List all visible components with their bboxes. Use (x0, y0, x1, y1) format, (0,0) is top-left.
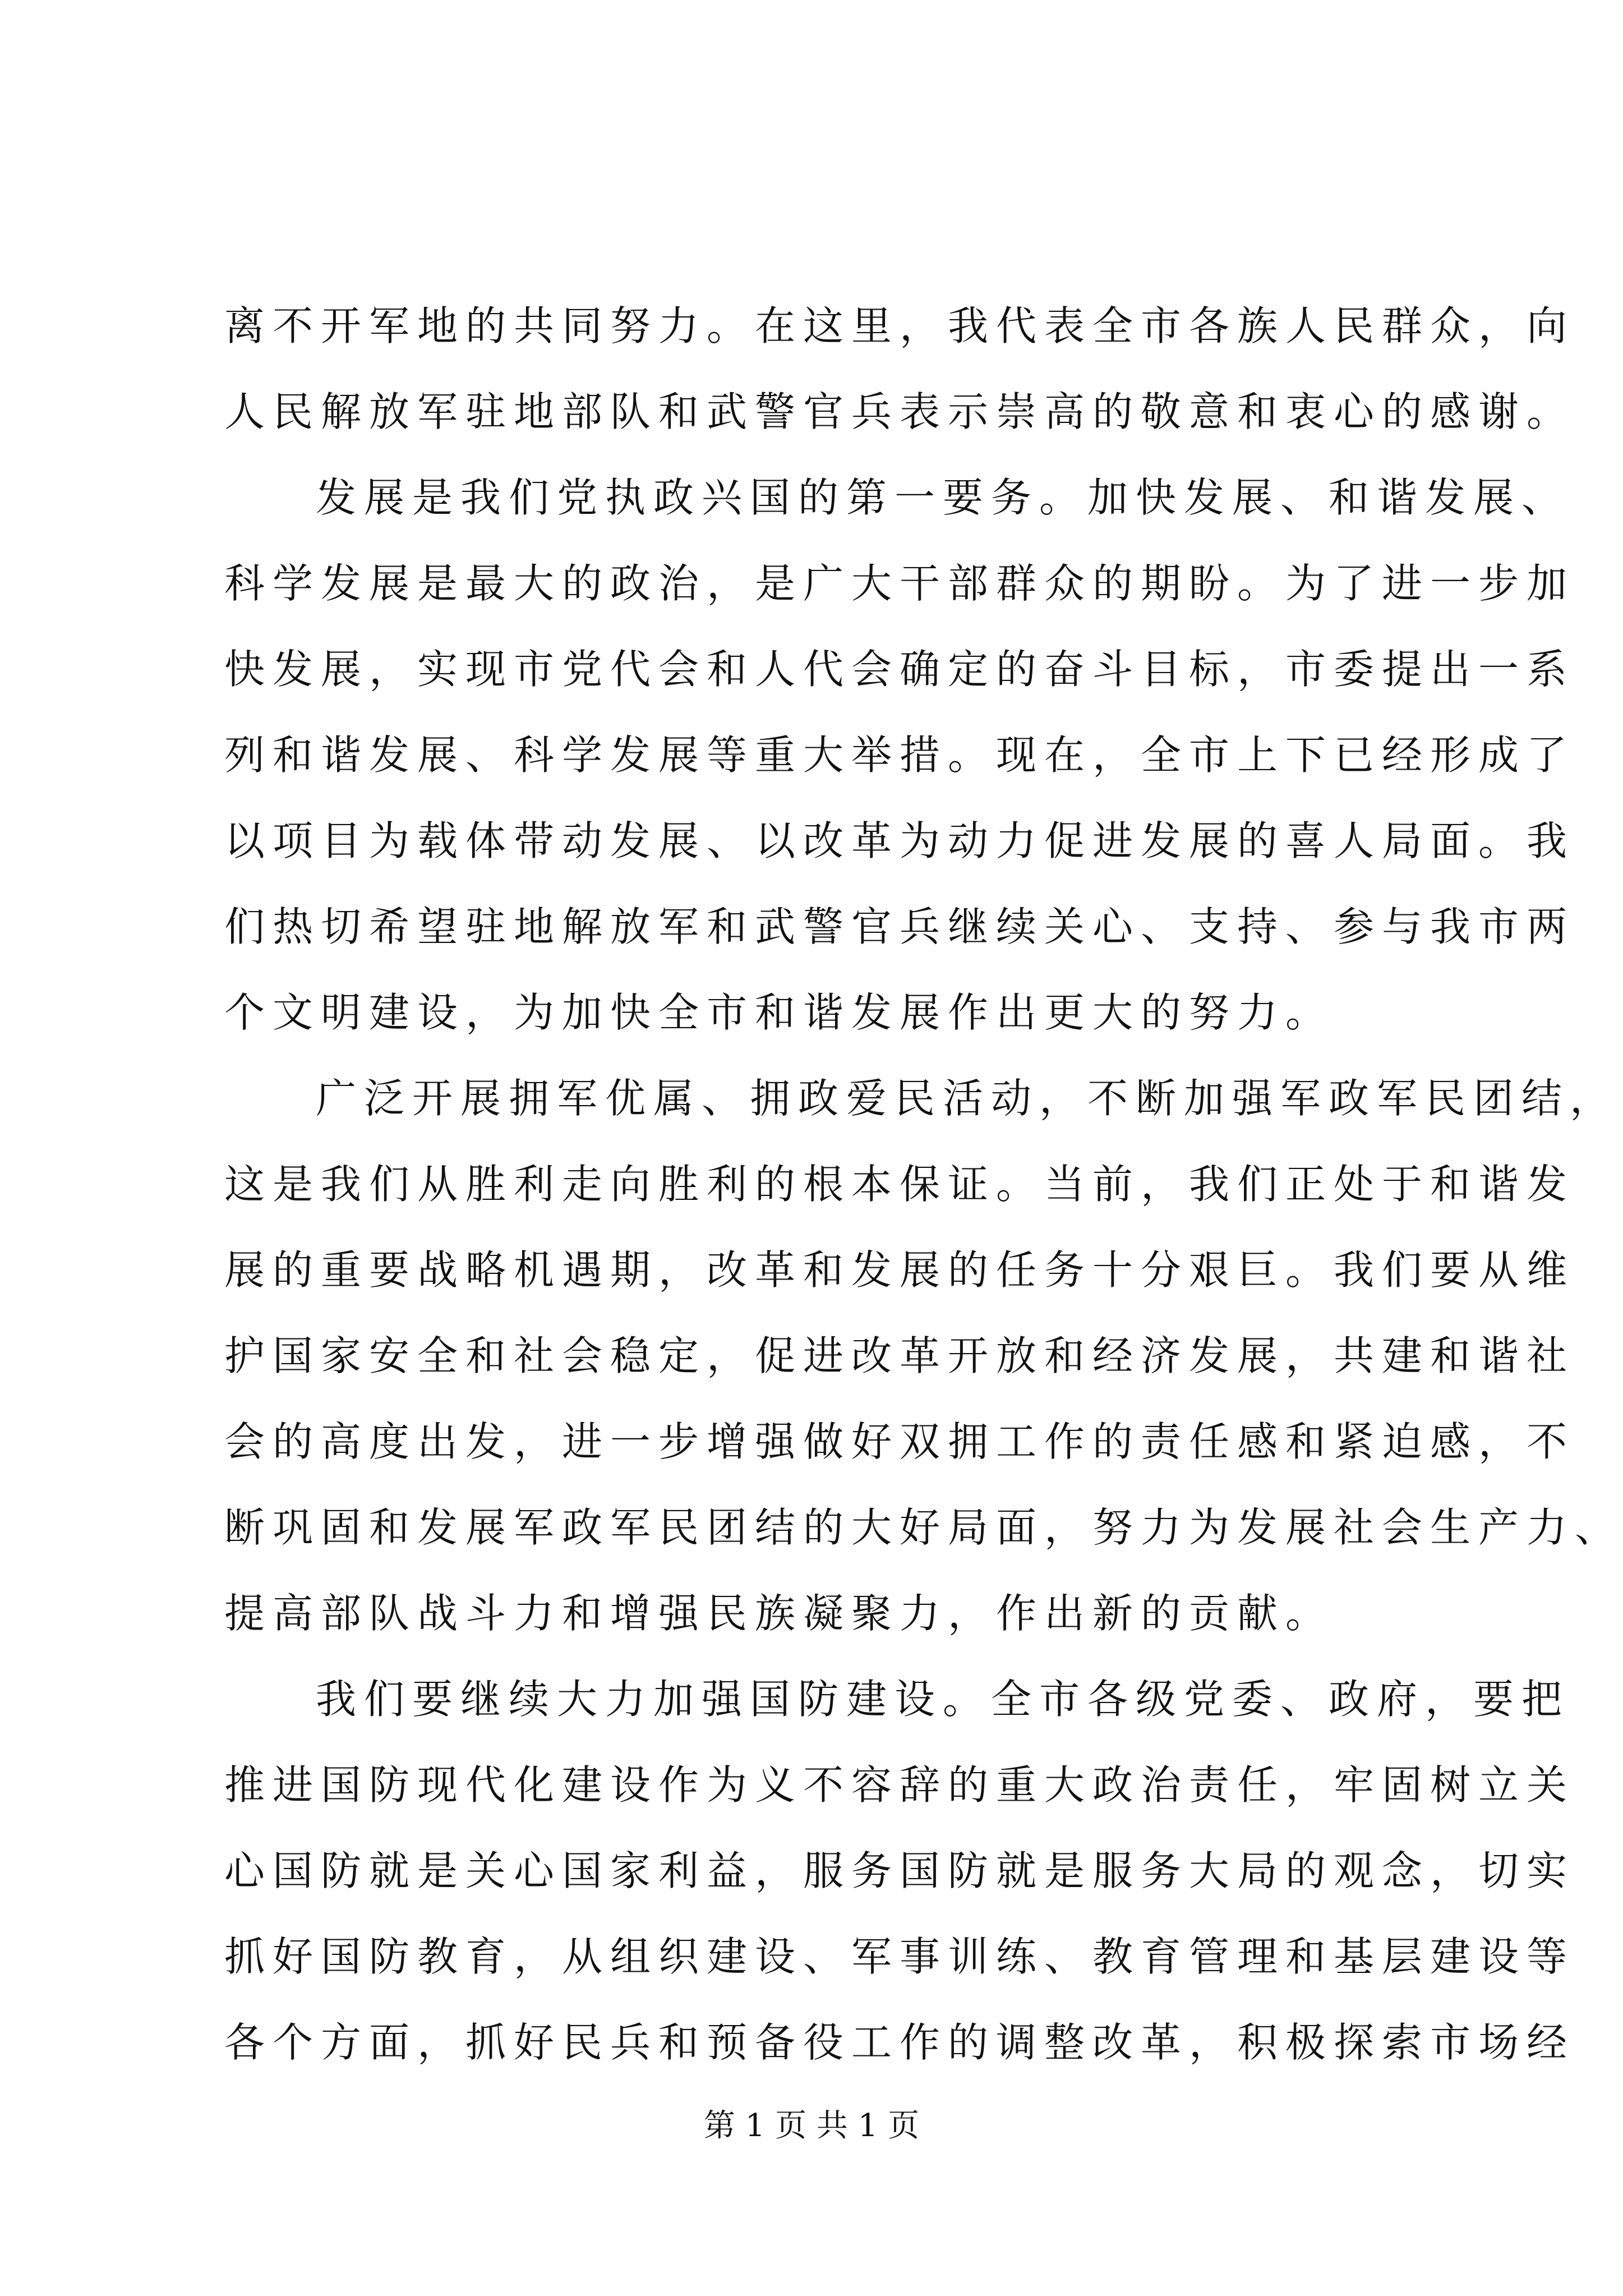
text-line: 护国家安全和社会稳定，促进改革开放和经济发展，共建和谐社 (224, 1332, 1575, 1379)
text-line: 提高部队战斗力和增强民族凝聚力，作出新的贡献。 (224, 1590, 1334, 1637)
text-line: 会的高度出发，进一步增强做好双拥工作的责任感和紧迫感，不 (224, 1418, 1575, 1465)
text-line: 断巩固和发展军政军民团结的大好局面，努力为发展社会生产力、 (224, 1504, 1623, 1551)
page-number: 第 1 页 共 1 页 (703, 2108, 920, 2144)
text-line: 离不开军地的共同努力。在这里，我代表全市各族人民群众，向 (224, 302, 1575, 349)
text-line: 们热切希望驻地解放军和武警官兵继续关心、支持、参与我市两 (224, 903, 1575, 950)
text-line: 列和谐发展、科学发展等重大举措。现在，全市上下已经形成了 (224, 731, 1575, 779)
text-line: 科学发展是最大的政治，是广大干部群众的期盼。为了进一步加 (224, 560, 1575, 607)
text-line: 展的重要战略机遇期，改革和发展的任务十分艰巨。我们要从维 (224, 1246, 1575, 1294)
text-line: 推进国防现代化建设作为义不容辞的重大政治责任，牢固树立关 (224, 1761, 1575, 1809)
text-line: 以项目为载体带动发展、以改革为动力促进发展的喜人局面。我 (224, 817, 1575, 864)
paragraph-start-line: 我们要继续大力加强国防建设。全市各级党委、政府，要把 (316, 1676, 1570, 1723)
document-body (224, 283, 1623, 2086)
text-line: 快发展，实现市党代会和人代会确定的奋斗目标，市委提出一系 (224, 646, 1575, 693)
text-line: 个文明建设，为加快全市和谐发展作出更大的努力。 (224, 989, 1334, 1036)
text-line: 人民解放军驻地部队和武警官兵表示崇高的敬意和衷心的感谢。 (224, 388, 1575, 435)
text-line: 心国防就是关心国家利益，服务国防就是服务大局的观念，切实 (224, 1847, 1575, 1894)
paragraph-start-line: 广泛开展拥军优属、拥政爱民活动，不断加强军政军民团结， (316, 1075, 1619, 1122)
text-line: 抓好国防教育，从组织建设、军事训练、教育管理和基层建设等 (224, 1933, 1575, 1980)
text-line: 这是我们从胜利走向胜利的根本保证。当前，我们正处于和谐发 (224, 1161, 1575, 1208)
text-line: 各个方面，抓好民兵和预备役工作的调整改革，积极探索市场经 (224, 2019, 1575, 2066)
paragraph-start-line: 发展是我们党执政兴国的第一要务。加快发展、和谐发展、 (316, 474, 1570, 521)
page-footer (0, 2106, 1623, 2146)
